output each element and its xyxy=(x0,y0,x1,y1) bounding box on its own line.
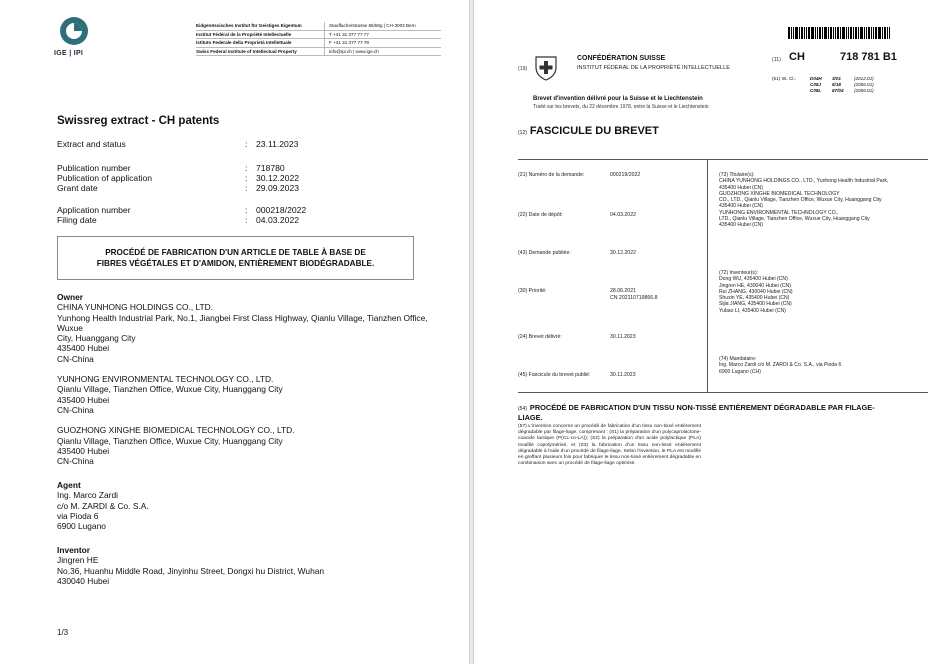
barcode-bar xyxy=(860,27,863,39)
biblio-field xyxy=(518,372,636,378)
field-value: 000218/2022 xyxy=(256,205,307,215)
institute-name: Institut Fédéral de la Propriété Intellectuelle xyxy=(196,31,325,39)
owner-line: Wuxue xyxy=(57,322,83,333)
agent-heading: Agent xyxy=(57,480,81,490)
barcode-bar xyxy=(808,27,810,39)
barcode-bar xyxy=(864,27,865,39)
biblio-label: (43) Demande publiée: xyxy=(518,250,571,256)
publication-number xyxy=(789,51,897,63)
owner-line: CHINA YUNHONG HOLDINGS CO., LTD. xyxy=(57,302,214,313)
institute-info: Stauffacherstrasse 65/59g | CH-3003 Bern xyxy=(329,23,416,28)
holder-line: 435400 Hubei (CN) xyxy=(719,203,763,210)
barcode-bar xyxy=(806,27,807,39)
institute-info: info@ipi.ch | www.ige.ch xyxy=(329,48,379,54)
bottom-rule xyxy=(518,392,928,393)
barcode-bar xyxy=(868,27,870,39)
institute-name: Swiss Federal Institute of Intellectual Property xyxy=(196,48,325,56)
barcode-bar xyxy=(884,27,886,39)
barcode-bar xyxy=(837,27,839,39)
institute-row xyxy=(196,22,441,31)
abstract-text: (57) L'invention concerne un procédé de fabrication d'un tissu non-tissé entièrement dégradable par filage-liage, comprenant : (S1) la préparation d'un polycaprolactone-coacide lactique (P(CL-co-LA)); (S2) la préparation d'un acide polylactique (PLA) modifié copolymérisé, et (S3) la fabrication d'un tissu non-tissé entièrement dégradable à l'aide d'un procédé de filage-liage. Selon l'invention, le PLA est modifié en greffant plusieurs fois pour fabriquer le tissu non-tissé entièrement dégradable en combinaison avec un procédé de filage-liage optimisé. xyxy=(518,424,701,467)
owner-line: GUOZHONG XINGHE BIOMEDICAL TECHNOLOGY CO., LTD. xyxy=(57,425,295,436)
barcode-bar xyxy=(842,27,845,39)
biblio-field xyxy=(518,288,658,301)
field-value: 30.12.2022 xyxy=(256,173,300,183)
inventor-line: 430040 Hubei xyxy=(57,575,110,586)
owner-line: 435400 Hubei xyxy=(57,445,110,456)
field-value: 718780 xyxy=(256,163,285,173)
barcode-bar xyxy=(793,27,794,39)
page-number: 1/3 xyxy=(57,628,69,637)
field-label: Filing date xyxy=(57,215,97,225)
field-separator: : xyxy=(245,163,248,173)
int-cl-version: (2006.01) xyxy=(854,88,874,94)
fascicule-text: FASCICULE DU BREVET xyxy=(529,125,659,137)
extract-field-row xyxy=(57,163,285,173)
int-cl-version: (2006.01) xyxy=(854,82,874,88)
field-value: 04.03.2022 xyxy=(256,215,300,225)
institute-row xyxy=(196,39,441,48)
field-label: Grant date xyxy=(57,183,98,193)
barcode-bar xyxy=(801,27,803,39)
institute-info: T +41 31 377 77 77 xyxy=(329,31,369,37)
barcode-bar xyxy=(866,27,867,39)
top-rule xyxy=(518,159,928,160)
barcode-bar xyxy=(815,27,816,39)
institute-name: Istituto Federale della Proprietà Intellettuale xyxy=(196,39,325,47)
field-separator: : xyxy=(245,139,248,149)
logo-text: IGE | IPI xyxy=(54,50,84,57)
extract-field-row xyxy=(57,139,298,149)
barcode-bar xyxy=(840,27,841,39)
biblio-value: 30.11.2023 xyxy=(610,334,636,340)
inventor-entry: Shuxin YE, 435400 Hubei (CN) xyxy=(719,295,790,302)
field-label: Publication of application xyxy=(57,173,153,183)
biblio-field xyxy=(518,250,636,256)
inventor-heading: Inventor xyxy=(57,545,91,555)
field-separator: : xyxy=(245,205,248,215)
holder-line: GUOZHONG XINGHE BIOMEDICAL TECHNOLOGY xyxy=(719,190,840,197)
biblio-value: 30.11.2023 xyxy=(610,372,636,378)
extract-field-row xyxy=(57,205,306,215)
biblio-value: 30.12.2022 xyxy=(610,250,636,256)
extract-title: Swissreg extract - CH patents xyxy=(57,115,220,127)
biblio-label: (24) Brevet délivré: xyxy=(518,334,562,340)
barcode-bar xyxy=(817,27,818,39)
owner-line: CN-China xyxy=(57,456,94,467)
barcode-bar xyxy=(855,27,857,39)
barcode-bar xyxy=(804,27,805,39)
agents-block xyxy=(719,356,939,375)
column-divider xyxy=(707,159,708,392)
barcode-bar xyxy=(853,27,854,39)
field-separator: : xyxy=(245,183,248,193)
barcode-bar xyxy=(846,27,847,39)
biblio-value-2: CN 202110719866.8 xyxy=(610,295,658,301)
confederation-title: CONFÉDÉRATION SUISSE xyxy=(577,55,666,62)
int-cl-block xyxy=(772,76,894,95)
biblio-label: (30) Priorité: xyxy=(518,288,547,294)
int-cl-class: D04H xyxy=(810,76,822,81)
brevet-line2: Traité sur les brevets, du 22 décembre 1978, entre la Suisse et le Liechtenstein xyxy=(533,104,709,110)
country-code: CH xyxy=(789,51,805,63)
code-11: (11) xyxy=(772,57,781,63)
int-cl-class: C08J xyxy=(810,82,821,88)
int-cl-group: 5/18 xyxy=(832,82,841,88)
int-cl-group: 3/01 xyxy=(832,76,841,81)
patent-title-box xyxy=(57,236,414,280)
agent-section xyxy=(57,480,447,531)
biblio-value: 000219/2022 xyxy=(610,172,641,178)
biblio-value: 04.03.2022 xyxy=(610,212,636,218)
patent-document-page xyxy=(473,0,940,664)
agent-entry: Ing. Marco Zardi c/o M. ZARDI & Co. S.A., via Pioda 6 xyxy=(719,362,842,369)
barcode-bar xyxy=(889,27,890,39)
biblio-field xyxy=(518,212,636,218)
barcode-bar xyxy=(887,27,888,39)
subject-title xyxy=(518,404,878,422)
field-value: 29.09.2023 xyxy=(256,183,300,193)
swiss-coat-of-arms-icon xyxy=(534,55,558,81)
inventor-entry: Dong WU, 435400 Hubei (CN) xyxy=(719,276,788,283)
int-cl-group: 67/04 xyxy=(832,88,844,94)
field-label: Publication number xyxy=(57,163,131,173)
barcode-bar xyxy=(830,27,832,39)
inventor-line: Jingren HE xyxy=(57,555,99,566)
barcode-bar xyxy=(795,27,798,39)
owner-heading: Owner xyxy=(57,292,84,302)
barcode-bar xyxy=(882,27,883,39)
inventors-block xyxy=(719,270,939,314)
barcode-icon xyxy=(788,27,893,39)
barcode-bar xyxy=(871,27,872,39)
barcode-bar xyxy=(828,27,829,39)
barcode-bar xyxy=(819,27,821,39)
agent-line: Ing. Marco Zardi xyxy=(57,490,118,501)
owner-line: City, Huanggang City xyxy=(57,333,136,344)
holder-line: YUNHONG ENVIRONMENTAL TECHNOLOGY CO., xyxy=(719,209,839,216)
biblio-field xyxy=(518,334,636,340)
owner-line: Qianlu Village, Tianzhen Office, Wuxue City, Huanggang City xyxy=(57,435,283,446)
field-label: Application number xyxy=(57,205,131,215)
institute-info: F +41 31 377 77 78 xyxy=(329,40,369,45)
field-separator: : xyxy=(245,173,248,183)
owner-line: YUNHONG ENVIRONMENTAL TECHNOLOGY CO., LTD. xyxy=(57,374,274,385)
agent-line: via Pioda 6 xyxy=(57,510,99,521)
code-54: (54) xyxy=(518,406,527,412)
holder-line: CO., LTD., Qianlu Village, Tianzhen Office, Wuxue City, Huanggang City xyxy=(719,197,882,204)
inventor-entry: Jingren HE, 430040 Hubei (CN) xyxy=(719,282,791,289)
barcode-bar xyxy=(875,27,877,39)
inventor-entry: Sijia JIANG, 435400 Hubei (CN) xyxy=(719,301,792,308)
biblio-label: (22) Date de dépôt: xyxy=(518,212,563,218)
biblio-value: 28.06.2021 xyxy=(610,288,636,294)
extract-field-row xyxy=(57,183,299,193)
barcode-bar xyxy=(791,27,792,39)
code-19: (19) xyxy=(518,66,528,72)
agent-line: c/o M. ZARDI & Co. S.A. xyxy=(57,500,149,511)
holder-line: 435400 Hubei (CN) xyxy=(719,222,763,229)
owner-line: CN-China xyxy=(57,404,94,415)
extract-field-row xyxy=(57,173,299,183)
owner-line: CN-China xyxy=(57,353,94,364)
barcode-bar xyxy=(850,27,852,39)
brevet-line1: Brevet d'invention délivré pour la Suisse et le Liechtenstein xyxy=(533,96,703,102)
barcode-bar xyxy=(788,27,790,39)
field-value: 23.11.2023 xyxy=(256,139,299,149)
int-cl-row xyxy=(772,88,894,94)
owner-line: Qianlu Village, Tianzhen Office, Wuxue City, Huanggang City xyxy=(57,384,283,395)
owner-line: 435400 Hubei xyxy=(57,394,110,405)
institute-table xyxy=(196,22,441,56)
inventor-entry: Yubao LI, 435400 Hubei (CN) xyxy=(719,307,786,314)
extract-field-row xyxy=(57,215,299,225)
biblio-label: (21) Numéro de la demande: xyxy=(518,172,585,178)
patent-title-line2: FIBRES VÉGÉTALES ET D'AMIDON, ENTIÈREMENT BIODÉGRADABLE. xyxy=(96,259,375,268)
barcode-bar xyxy=(811,27,814,39)
inventor-section xyxy=(57,545,447,586)
barcode-bar xyxy=(873,27,874,39)
inventor-entry: (72) Inventeur(s): xyxy=(719,270,759,276)
patent-title-line1: PROCÉDÉ DE FABRICATION D'UN ARTICLE DE TABLE À BASE DE xyxy=(105,248,366,257)
agent-line: 6900 Lugano xyxy=(57,521,106,532)
int-cl-label xyxy=(772,88,810,94)
owner-section xyxy=(57,292,447,466)
code-12: (12) xyxy=(518,130,527,136)
biblio-label: (45) Fascicule du brevet publié: xyxy=(518,372,591,378)
confederation-subtitle: INSTITUT FÉDÉRAL DE LA PROPRIÉTÉ INTELLECTUELLE xyxy=(577,65,730,71)
holders-block xyxy=(719,172,939,229)
int-cl-class: C08L xyxy=(810,88,822,94)
institute-name: Eidgenössisches Institut für Geistiges Eigentum xyxy=(196,22,325,30)
subject-text: PROCÉDÉ DE FABRICATION D'UN TISSU NON-TISSÉ ENTIÈREMENT DÉGRADABLE PAR FILAGE-LIAGE. xyxy=(518,403,875,422)
barcode-bar xyxy=(824,27,827,39)
holder-line: LTD., Qianlu Village, Tianzhen Office, Wuxue City, Huanggang City xyxy=(719,216,870,223)
holder-line: CHINA YUNHONG HOLDINGS CO., LTD., Yunhong Health Industrial Park, xyxy=(719,178,889,185)
inventor-line: No.36, Huanhu Middle Road, Jinyinhu Street, Dongxi hu District, Wuhan xyxy=(57,565,325,576)
barcode-bar xyxy=(822,27,823,39)
barcode-bar xyxy=(833,27,834,39)
agent-entry: 6900 Lugano (CH) xyxy=(719,368,761,375)
holder-line: 435400 Hubei (CN) xyxy=(719,184,763,191)
barcode-bar xyxy=(799,27,800,39)
owner-line: Yunhong Health Industrial Park, No.1, Jiangbei First Class Highway, Qianlu Village, Tianzhen Office, xyxy=(57,312,428,323)
int-cl-version: (2012.01) xyxy=(854,76,874,81)
field-label: Extract and status xyxy=(57,139,126,149)
fascicule-title xyxy=(518,125,659,137)
biblio-field xyxy=(518,172,641,178)
institute-row xyxy=(196,31,441,40)
int-cl-label: (51) Int. Cl.: xyxy=(772,76,796,81)
institute-row xyxy=(196,48,441,57)
field-separator: : xyxy=(245,215,248,225)
barcode-bar xyxy=(848,27,849,39)
owner-line: 435400 Hubei xyxy=(57,343,110,354)
patent-number: 718 781 B1 xyxy=(840,51,897,63)
barcode-bar xyxy=(858,27,859,39)
barcode-bar xyxy=(878,27,881,39)
inventor-entry: Rui ZHANG, 430040 Hubei (CN) xyxy=(719,288,793,295)
agent-entry: (74) Mandataire: xyxy=(719,356,757,362)
holder-line: (73) Titulaire(s): xyxy=(719,172,755,178)
barcode-bar xyxy=(835,27,836,39)
